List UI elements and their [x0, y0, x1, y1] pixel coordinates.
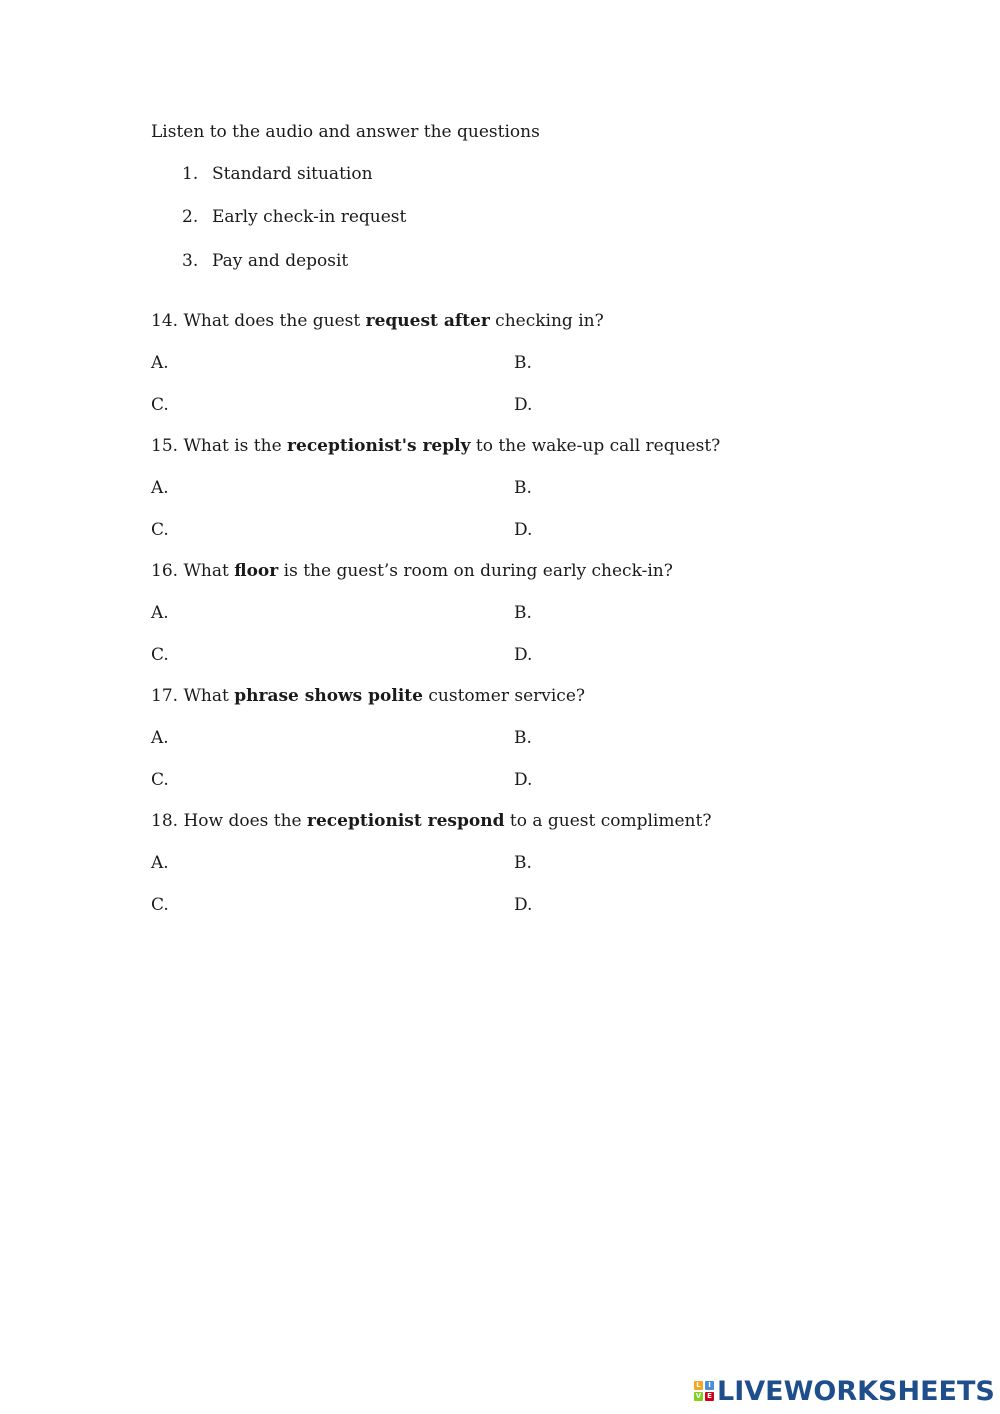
- question-18: [151, 810, 711, 832]
- question-text: 14. What does the guest: [151, 311, 366, 331]
- logo-mark-icon: [694, 1381, 714, 1401]
- option-d[interactable]: D.: [514, 895, 533, 915]
- list-number: 1.: [182, 164, 199, 184]
- logo-tile: L: [694, 1381, 703, 1390]
- question-keyword: receptionist's reply: [287, 436, 471, 456]
- list-item: [182, 250, 348, 272]
- logo-tile: E: [705, 1392, 714, 1401]
- option-b[interactable]: B.: [514, 728, 532, 748]
- question-text: to a guest compliment?: [504, 811, 712, 831]
- option-d[interactable]: D.: [514, 395, 533, 415]
- list-number: 3.: [182, 251, 199, 271]
- option-a[interactable]: A.: [151, 603, 169, 623]
- question-keyword: receptionist respond: [307, 811, 505, 831]
- option-b[interactable]: B.: [514, 478, 532, 498]
- option-b[interactable]: B.: [514, 603, 532, 623]
- list-number: 2.: [182, 207, 199, 227]
- question-text: 16. What: [151, 561, 235, 581]
- list-item: [182, 163, 373, 185]
- option-a[interactable]: A.: [151, 478, 169, 498]
- option-d[interactable]: D.: [514, 520, 533, 540]
- option-a[interactable]: A.: [151, 353, 169, 373]
- list-item: [182, 206, 406, 228]
- question-keyword: phrase shows polite: [234, 686, 423, 706]
- list-label: Early check-in request: [212, 207, 407, 227]
- option-c[interactable]: C.: [151, 395, 169, 415]
- question-14: [151, 310, 604, 332]
- option-c[interactable]: C.: [151, 770, 169, 790]
- option-d[interactable]: D.: [514, 645, 533, 665]
- question-text: 15. What is the: [151, 436, 288, 456]
- option-c[interactable]: C.: [151, 895, 169, 915]
- option-c[interactable]: C.: [151, 520, 169, 540]
- question-text: 18. How does the: [151, 811, 308, 831]
- list-label: Standard situation: [212, 164, 373, 184]
- question-text: to the wake-up call request?: [470, 436, 721, 456]
- logo-text: LIVEWORKSHEETS: [717, 1375, 995, 1407]
- logo-tile: I: [705, 1381, 714, 1390]
- question-15: [151, 435, 720, 457]
- question-text: checking in?: [489, 311, 604, 331]
- option-c[interactable]: C.: [151, 645, 169, 665]
- option-a[interactable]: A.: [151, 853, 169, 873]
- logo-tile: V: [695, 1392, 702, 1400]
- option-d[interactable]: D.: [514, 770, 533, 790]
- question-text: is the guest’s room on during early check-in?: [278, 561, 673, 581]
- question-16: [151, 560, 673, 582]
- liveworksheets-logo: [694, 1376, 995, 1406]
- question-17: [151, 685, 585, 707]
- question-keyword: floor: [234, 561, 279, 581]
- question-text: 17. What: [151, 686, 235, 706]
- intro-text: Listen to the audio and answer the questions: [151, 122, 540, 142]
- option-b[interactable]: B.: [514, 853, 532, 873]
- option-b[interactable]: B.: [514, 353, 532, 373]
- question-text: customer service?: [422, 686, 585, 706]
- question-keyword: request after: [365, 311, 490, 331]
- list-label: Pay and deposit: [212, 251, 349, 271]
- option-a[interactable]: A.: [151, 728, 169, 748]
